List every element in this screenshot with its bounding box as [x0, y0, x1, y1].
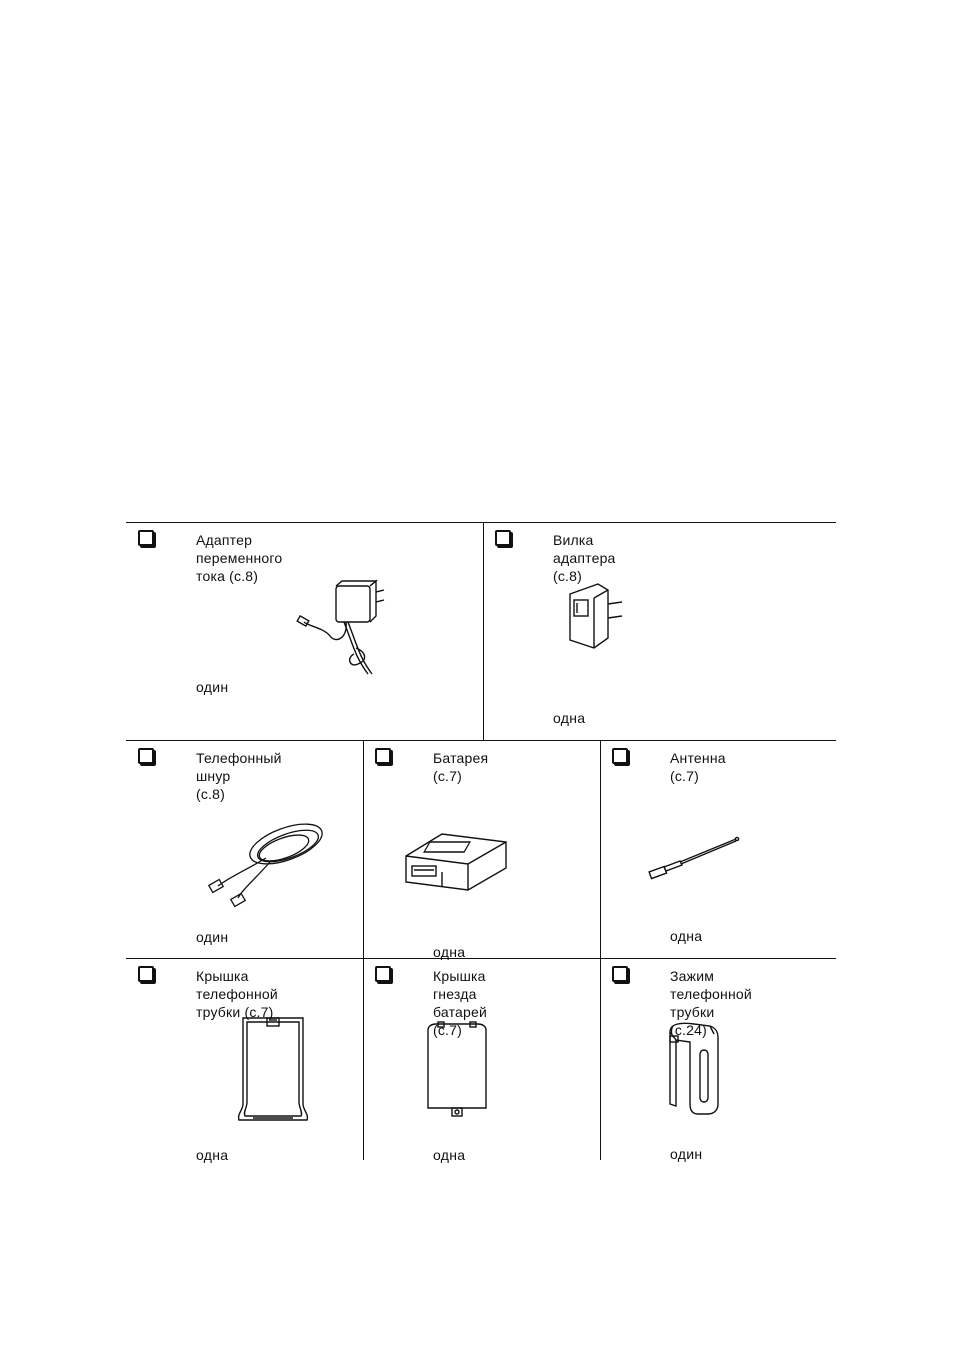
ac-adapter-icon: [296, 578, 396, 678]
battery-lid-icon: [422, 1020, 492, 1120]
item-label: Антенна (с.7): [670, 750, 726, 784]
item-quantity: один: [196, 679, 229, 695]
item-quantity: одна: [433, 944, 466, 960]
checkbox-icon[interactable]: [495, 530, 511, 546]
table-top-rule: [126, 522, 836, 523]
item-quantity: один: [196, 929, 229, 945]
item-label: Крышка гнезда батарей (с.7): [433, 968, 488, 1038]
item-label: Адаптер переменного тока (с.8): [196, 532, 283, 584]
column-divider-b: [600, 740, 601, 1160]
antenna-icon: [646, 833, 741, 883]
checkbox-icon[interactable]: [138, 966, 154, 982]
column-divider-row1: [483, 522, 484, 740]
phone-cord-icon: [206, 818, 331, 913]
item-quantity: одна: [433, 1147, 466, 1163]
item-label: Вилка адаптера (с.8): [553, 532, 616, 584]
item-quantity: одна: [670, 928, 703, 944]
item-label: Крышка телефонной трубки (с.7): [196, 968, 278, 1020]
battery-icon: [398, 828, 513, 898]
item-quantity: одна: [196, 1147, 229, 1163]
item-quantity: одна: [553, 710, 586, 726]
adapter-plug-icon: [564, 578, 634, 653]
item-quantity: один: [670, 1146, 703, 1162]
row-divider-2: [126, 958, 836, 959]
checkbox-icon[interactable]: [138, 530, 154, 546]
column-divider-a: [363, 740, 364, 1160]
row-divider-1: [126, 740, 836, 741]
checkbox-icon[interactable]: [612, 966, 628, 982]
checkbox-icon[interactable]: [138, 748, 154, 764]
belt-clip-icon: [664, 1020, 724, 1120]
checkbox-icon[interactable]: [375, 966, 391, 982]
checkbox-icon[interactable]: [375, 748, 391, 764]
checkbox-icon[interactable]: [612, 748, 628, 764]
item-label: Батарея (с.7): [433, 750, 489, 784]
handset-cover-icon: [233, 1014, 313, 1129]
item-label: Зажим телефонной трубки (с.24): [670, 968, 752, 1038]
item-label: Телефонный шнур (с.8): [196, 750, 282, 802]
